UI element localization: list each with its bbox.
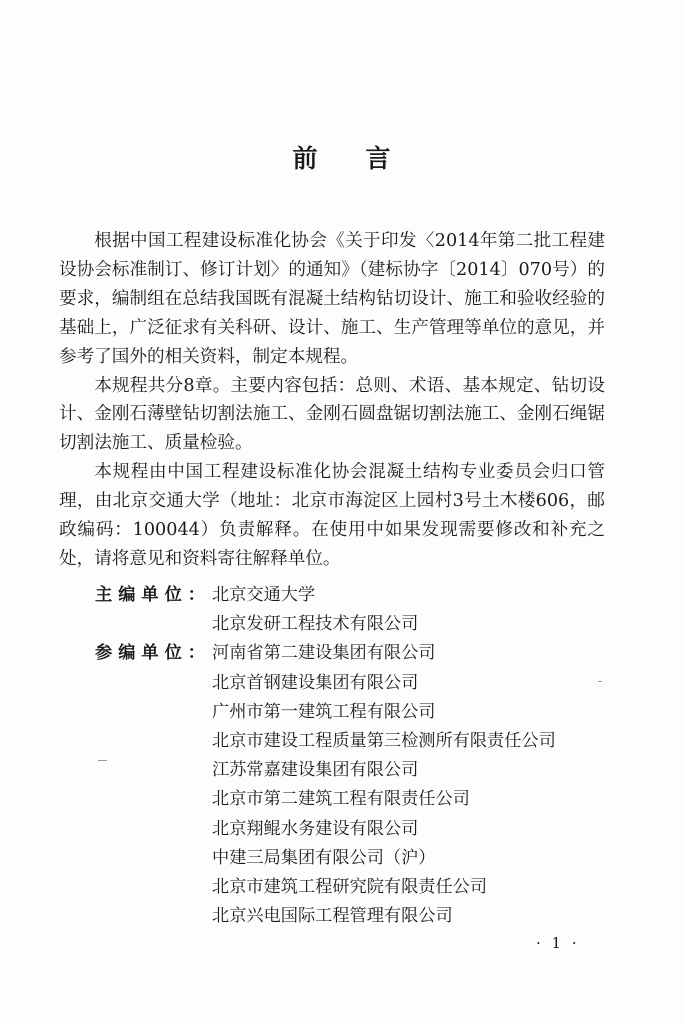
scan-speck (98, 760, 107, 761)
page-title: 前言 (292, 144, 439, 173)
participating-units (95, 639, 615, 931)
unit-item: 北京市建筑工程研究院有限责任公司 (212, 877, 488, 898)
unit-item: 北京翔鲲水务建设有限公司 (212, 818, 419, 839)
units-section (95, 581, 615, 931)
unit-item: 广州市第一建筑工程有限公司 (212, 701, 436, 722)
unit-item: 河南省第二建设集团有限公司 (212, 643, 436, 664)
unit-item: 江苏常嘉建设集团有限公司 (212, 760, 419, 781)
scan-speck (598, 681, 602, 682)
chief-units-label: 主编单位： (95, 585, 211, 605)
chief-units-list (212, 581, 418, 639)
chief-units (95, 581, 615, 639)
paragraph-3: 本规程由中国工程建设标准化协会混凝土结构专业委员会归口管理，由北京交通大学（地址：北京市海淀区上园村3号土木楼606，邮政编码：100044）负责解释。在使用中如果发现需要修改和补充之处，请将意见和资料寄往解释单位。 (59, 462, 605, 569)
unit-item: 北京交通大学 (212, 585, 316, 605)
paragraph-2: 本规程共分8章。主要内容包括：总则、术语、基本规定、钻切设计、金刚石薄壁钻切割法施工、金刚石圆盘锯切割法施工、金刚石绳锯切割法施工、质量检验。 (59, 375, 605, 454)
page-number: · 1 · (536, 934, 580, 952)
unit-item: 北京兴电国际工程管理有限公司 (212, 906, 453, 927)
unit-item: 北京市建设工程质量第三检测所有限责任公司 (212, 731, 556, 752)
unit-item: 北京发研工程技术有限公司 (212, 614, 419, 635)
paragraph-1: 根据中国工程建设标准化协会《关于印发〈2014年第二批工程建设协会标准制订、修订计划〉的通知》（建标协字〔2014〕070号）的要求，编制组在总结我国既有混凝土结构钻切设计、施工和验收经验的基础上，广泛征求有关科研、设计、施工、生产管理等单位的意见，并参考了国外的相关资料，制定本规程。 (59, 231, 605, 367)
participating-units-label: 参编单位： (95, 643, 211, 664)
preface-body (59, 227, 605, 574)
unit-item: 北京首钢建设集团有限公司 (212, 672, 419, 693)
participating-units-list (212, 639, 556, 931)
unit-item: 北京市第二建筑工程有限责任公司 (212, 789, 470, 810)
unit-item: 中建三局集团有限公司（沪） (212, 847, 436, 868)
